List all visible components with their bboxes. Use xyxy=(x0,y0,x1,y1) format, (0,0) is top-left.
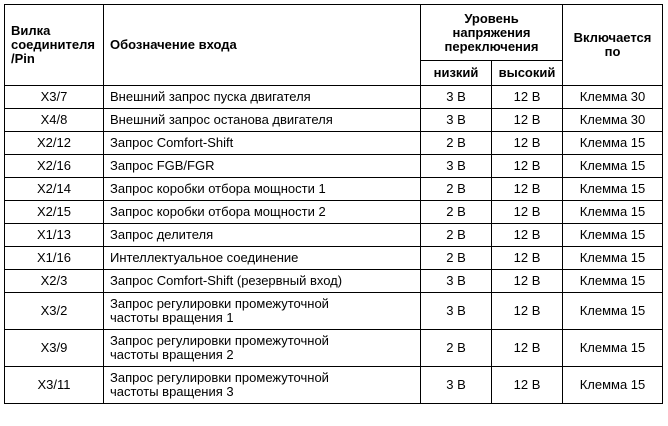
cell-input-name: Запрос регулировки промежуточной частоты вращения 2 xyxy=(104,330,421,367)
cell-high-voltage: 12 В xyxy=(492,270,563,293)
table-row xyxy=(5,330,663,367)
cell-input-name: Интеллектуальное соединение xyxy=(104,247,421,270)
cell-input-name: Запрос коробки отбора мощности 2 xyxy=(104,201,421,224)
cell-pin: X1/16 xyxy=(5,247,104,270)
cell-high-voltage: 12 В xyxy=(492,367,563,404)
cell-input-name: Запрос регулировки промежуточной частоты вращения 1 xyxy=(104,293,421,330)
cell-pin: X3/9 xyxy=(5,330,104,367)
cell-high-voltage: 12 В xyxy=(492,155,563,178)
cell-input-name: Внешний запрос останова двигателя xyxy=(104,109,421,132)
cell-high-voltage: 12 В xyxy=(492,201,563,224)
input-signals-table xyxy=(4,4,663,404)
cell-input-name: Запрос регулировки промежуточной частоты вращения 3 xyxy=(104,367,421,404)
cell-low-voltage: 3 В xyxy=(421,367,492,404)
table-row xyxy=(5,293,663,330)
table-row xyxy=(5,270,663,293)
cell-input-name: Запрос коробки отбора мощности 1 xyxy=(104,178,421,201)
cell-switched-on: Клемма 15 xyxy=(563,270,663,293)
cell-switched-on: Клемма 15 xyxy=(563,132,663,155)
header-high: высокий xyxy=(492,61,563,86)
cell-low-voltage: 2 В xyxy=(421,132,492,155)
cell-low-voltage: 2 В xyxy=(421,247,492,270)
cell-high-voltage: 12 В xyxy=(492,293,563,330)
cell-pin: X3/7 xyxy=(5,86,104,109)
cell-high-voltage: 12 В xyxy=(492,247,563,270)
cell-switched-on: Клемма 15 xyxy=(563,224,663,247)
cell-pin: X2/15 xyxy=(5,201,104,224)
cell-input-name: Запрос FGB/FGR xyxy=(104,155,421,178)
cell-input-name: Внешний запрос пуска двигателя xyxy=(104,86,421,109)
table-row xyxy=(5,132,663,155)
cell-high-voltage: 12 В xyxy=(492,178,563,201)
cell-low-voltage: 2 В xyxy=(421,330,492,367)
table-row xyxy=(5,178,663,201)
cell-pin: X2/16 xyxy=(5,155,104,178)
cell-pin: X1/13 xyxy=(5,224,104,247)
cell-low-voltage: 3 В xyxy=(421,86,492,109)
cell-low-voltage: 3 В xyxy=(421,155,492,178)
header-switched-on: Включается по xyxy=(563,5,663,86)
cell-switched-on: Клемма 30 xyxy=(563,109,663,132)
cell-switched-on: Клемма 15 xyxy=(563,293,663,330)
cell-switched-on: Клемма 15 xyxy=(563,155,663,178)
cell-input-name: Запрос делителя xyxy=(104,224,421,247)
table-row xyxy=(5,201,663,224)
cell-low-voltage: 3 В xyxy=(421,270,492,293)
table-row xyxy=(5,224,663,247)
cell-low-voltage: 3 В xyxy=(421,109,492,132)
cell-pin: X3/2 xyxy=(5,293,104,330)
cell-high-voltage: 12 В xyxy=(492,109,563,132)
cell-switched-on: Клемма 15 xyxy=(563,201,663,224)
cell-high-voltage: 12 В xyxy=(492,132,563,155)
cell-pin: X2/14 xyxy=(5,178,104,201)
header-low: низкий xyxy=(421,61,492,86)
table-row xyxy=(5,247,663,270)
cell-input-name: Запрос Comfort-Shift (резервный вход) xyxy=(104,270,421,293)
table-row xyxy=(5,109,663,132)
cell-switched-on: Клемма 15 xyxy=(563,247,663,270)
cell-low-voltage: 2 В xyxy=(421,201,492,224)
cell-high-voltage: 12 В xyxy=(492,86,563,109)
cell-pin: X2/3 xyxy=(5,270,104,293)
header-pin: Вилка соединителя /Pin xyxy=(5,5,104,86)
cell-pin: X2/12 xyxy=(5,132,104,155)
table-row xyxy=(5,367,663,404)
cell-switched-on: Клемма 15 xyxy=(563,330,663,367)
header-switch-level: Уровень напряжения переключения xyxy=(421,5,563,61)
cell-pin: X3/11 xyxy=(5,367,104,404)
table-row xyxy=(5,155,663,178)
cell-pin: X4/8 xyxy=(5,109,104,132)
cell-switched-on: Клемма 15 xyxy=(563,178,663,201)
header-input-name: Обозначение входа xyxy=(104,5,421,86)
cell-switched-on: Клемма 15 xyxy=(563,367,663,404)
cell-switched-on: Клемма 30 xyxy=(563,86,663,109)
cell-low-voltage: 2 В xyxy=(421,178,492,201)
cell-high-voltage: 12 В xyxy=(492,330,563,367)
cell-low-voltage: 3 В xyxy=(421,293,492,330)
table-row xyxy=(5,86,663,109)
cell-input-name: Запрос Comfort-Shift xyxy=(104,132,421,155)
cell-high-voltage: 12 В xyxy=(492,224,563,247)
cell-low-voltage: 2 В xyxy=(421,224,492,247)
